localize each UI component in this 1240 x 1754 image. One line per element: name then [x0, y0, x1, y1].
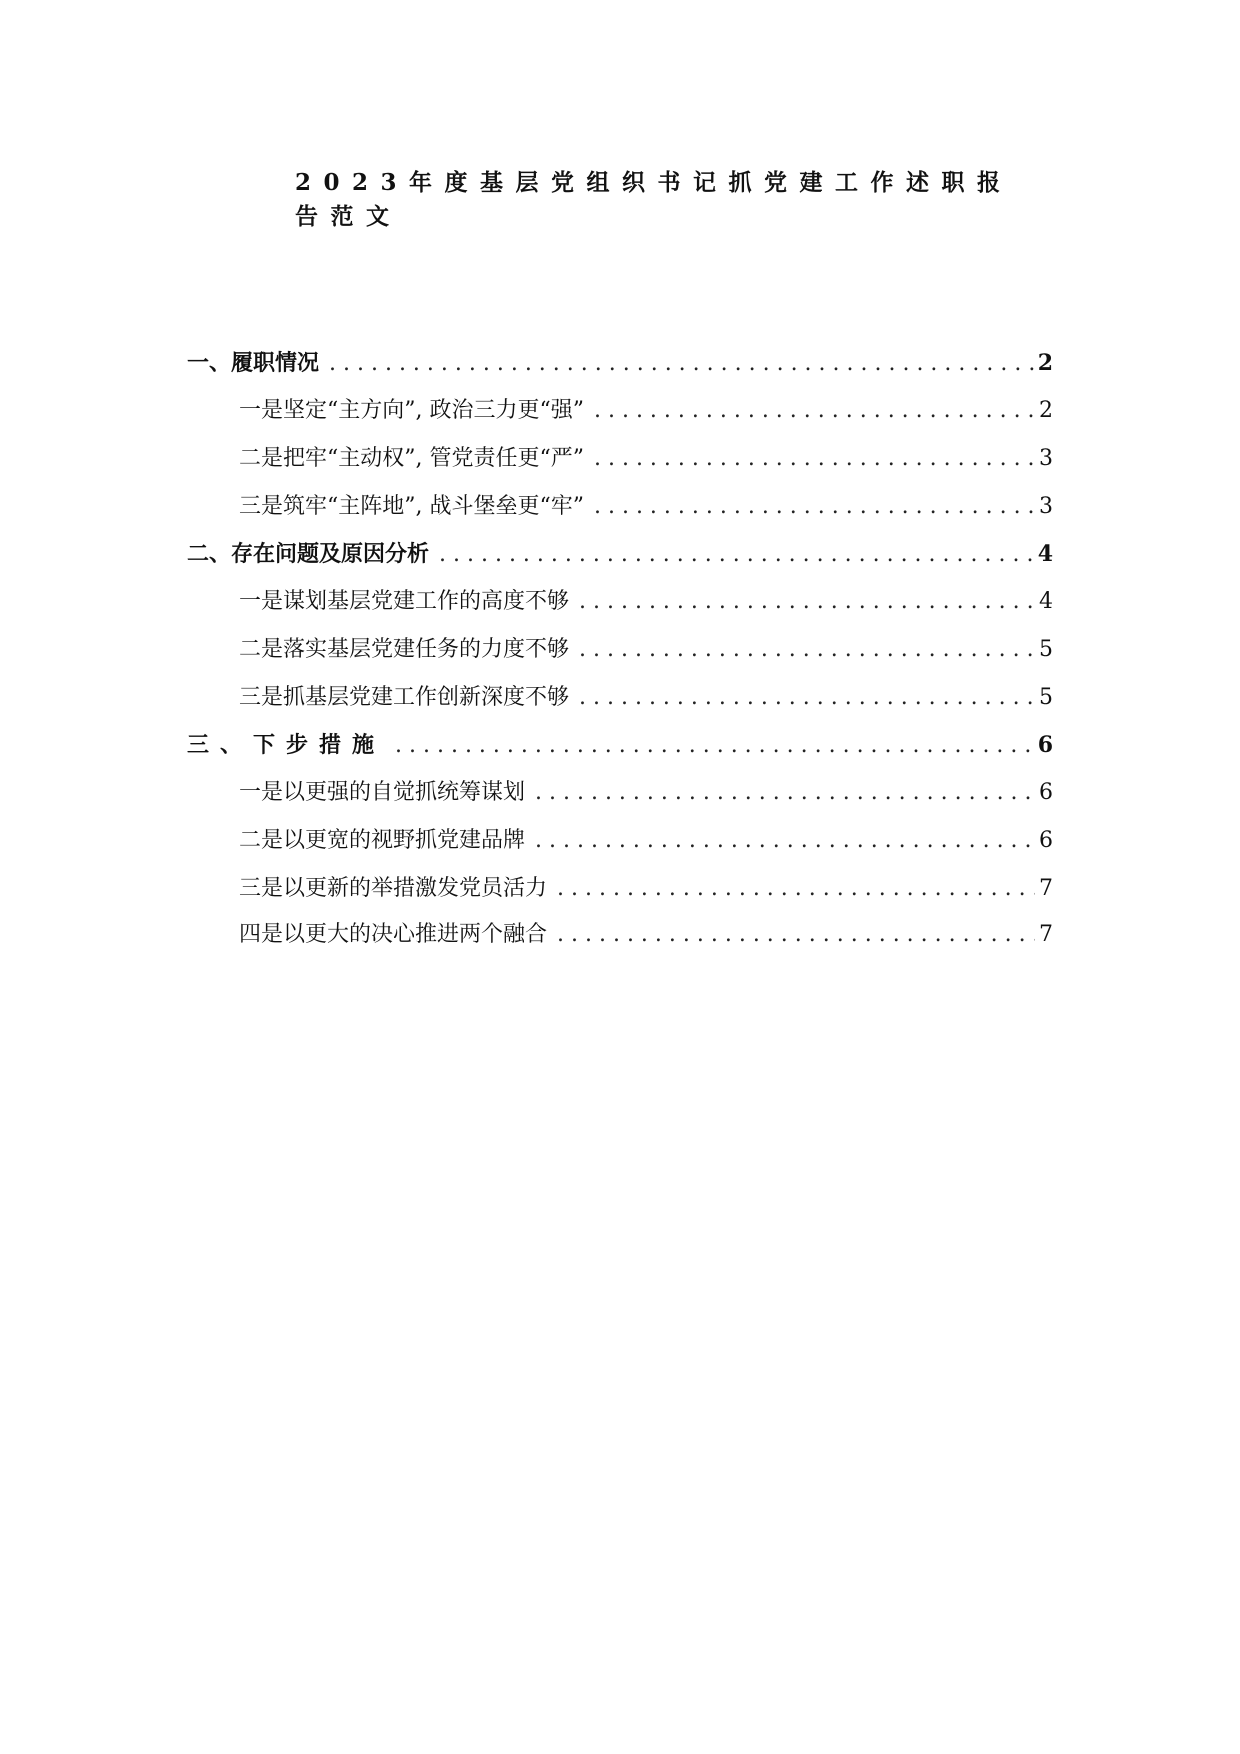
toc-entry-label: 二是把牢“主动权”, 管党责任更“严”	[239, 446, 584, 471]
toc-section-label: 三、下步措施	[187, 732, 386, 758]
toc-page-number: 6	[1037, 732, 1053, 758]
toc-page-number: 2	[1037, 350, 1053, 376]
toc-entry[interactable]	[187, 775, 1053, 823]
toc-page-number: 5	[1039, 685, 1053, 710]
document-title: 2023年度基层党组织书记抓党建工作述职报告范文	[295, 169, 1013, 230]
toc-page-number: 6	[1039, 780, 1053, 805]
toc-dot-leader	[594, 494, 1035, 519]
toc-dot-leader	[579, 589, 1035, 614]
toc-entry-label: 二是以更宽的视野抓党建品牌	[239, 828, 526, 853]
toc-page-number: 6	[1039, 828, 1053, 853]
toc-section-label: 二、存在问题及原因分析	[187, 541, 430, 567]
toc-entry-label: 三是以更新的举措激发党员活力	[239, 876, 548, 901]
toc-dot-leader	[395, 733, 1034, 758]
toc-dot-leader	[579, 685, 1035, 710]
toc-entry[interactable]	[187, 917, 1053, 963]
toc-dot-leader	[535, 828, 1035, 853]
toc-section-2[interactable]	[187, 537, 1053, 584]
toc-dot-leader	[557, 876, 1035, 901]
toc-section-label: 一、履职情况	[187, 350, 320, 376]
toc-entry[interactable]	[187, 584, 1053, 632]
toc-dot-leader	[579, 637, 1035, 662]
toc-entry[interactable]	[187, 441, 1053, 489]
toc-page-number: 5	[1039, 637, 1053, 662]
toc-entry[interactable]	[187, 823, 1053, 871]
toc-section-3[interactable]	[187, 728, 1053, 775]
toc-entry[interactable]	[187, 489, 1053, 537]
toc-entry-label: 一是谋划基层党建工作的高度不够	[239, 589, 570, 614]
toc-dot-leader	[594, 446, 1035, 471]
toc-section-1[interactable]	[187, 346, 1053, 393]
toc-dot-leader	[594, 398, 1035, 423]
toc-page-number: 7	[1039, 922, 1053, 947]
toc-entry[interactable]	[187, 393, 1053, 441]
toc-entry-label: 一是坚定“主方向”, 政治三力更“强”	[239, 398, 584, 423]
toc-dot-leader	[557, 922, 1035, 947]
toc-entry-label: 一是以更强的自觉抓统筹谋划	[239, 780, 526, 805]
toc-entry-label: 二是落实基层党建任务的力度不够	[239, 637, 570, 662]
toc-dot-leader	[535, 780, 1035, 805]
toc-page-number: 4	[1037, 541, 1053, 567]
toc-page-number: 7	[1039, 876, 1053, 901]
toc-page-number: 3	[1039, 494, 1053, 519]
toc-entry[interactable]	[187, 680, 1053, 728]
toc-page-number: 4	[1039, 589, 1053, 614]
toc-dot-leader	[329, 351, 1034, 376]
toc-entry-label: 三是抓基层党建工作创新深度不够	[239, 685, 570, 710]
toc-page-number: 3	[1039, 446, 1053, 471]
toc-entry[interactable]	[187, 632, 1053, 680]
table-of-contents	[187, 346, 1053, 963]
toc-entry-label: 四是以更大的决心推进两个融合	[239, 922, 548, 947]
toc-dot-leader	[439, 542, 1034, 567]
toc-entry[interactable]	[187, 871, 1053, 917]
toc-entry-label: 三是筑牢“主阵地”, 战斗堡垒更“牢”	[239, 494, 584, 519]
toc-page-number: 2	[1039, 398, 1053, 423]
